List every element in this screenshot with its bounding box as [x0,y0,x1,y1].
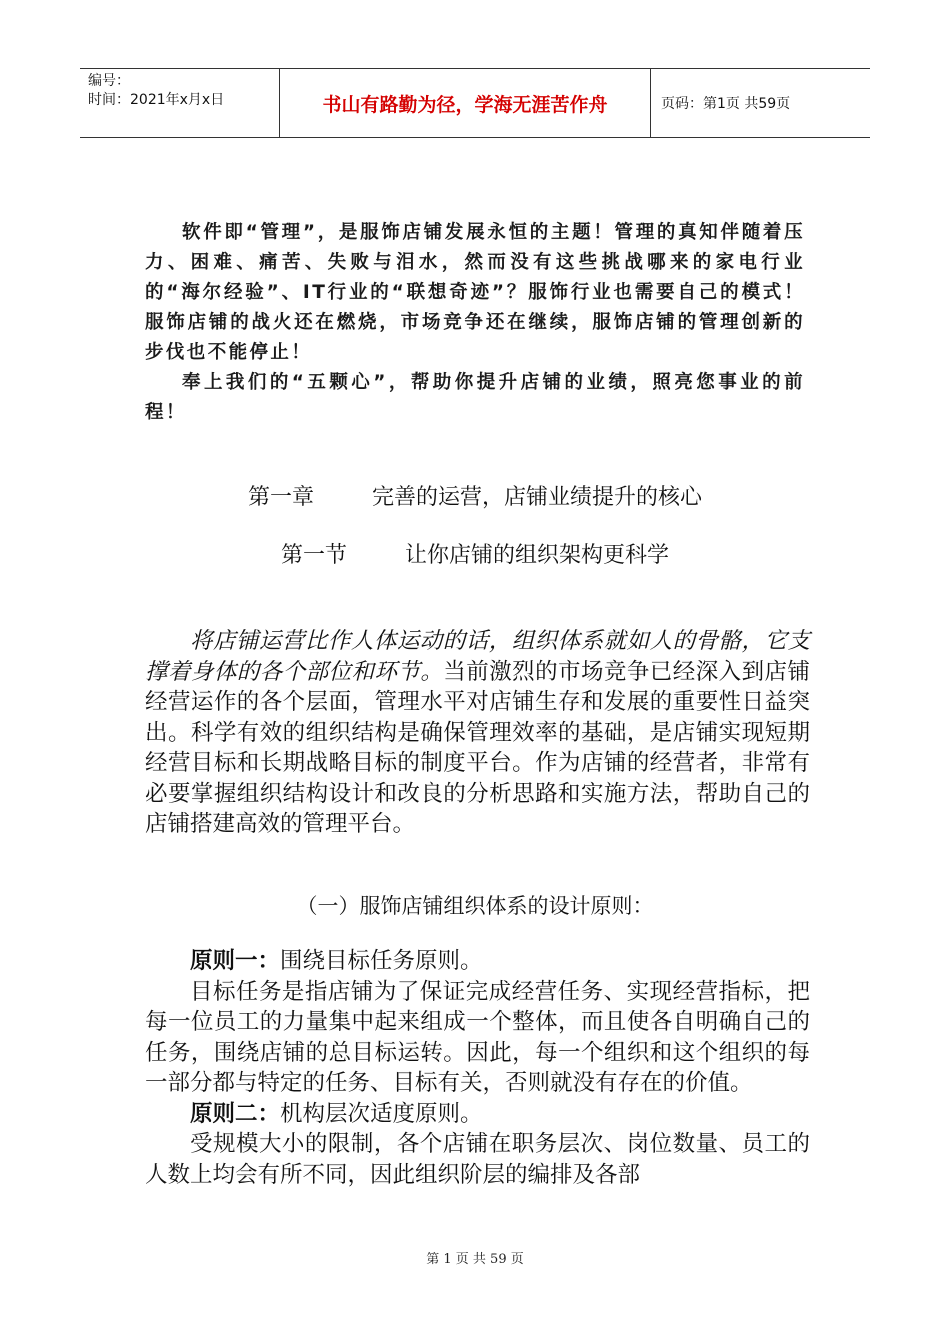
italic-lead: 将店铺运营比作人体运动的话，组织体系就如人的骨骼，它支撑着身体的各个部位和环节。 [145,628,810,685]
body-paragraph-1 [145,626,810,840]
header-page-info: 页码：第1页 共59页 [661,96,791,112]
principles-block [145,946,810,1190]
header-meta [80,69,279,137]
principle1-title: 围绕目标任务原则。 [280,948,483,974]
principle2-text: 受规模大小的限制，各个店铺在职务层次、岗位数量、员工的人数上均会有所不同，因此组织阶层的编排及各部 [145,1131,810,1188]
principle2-title: 机构层次适度原则。 [280,1100,483,1127]
chapter-heading [0,480,950,511]
principle1-label: 原则一： [190,948,281,974]
intro-text [145,218,805,428]
para1-rest: 当前激烈的市场竞争已经深入到店铺经营运作的各个层面，管理水平对店铺生存和发展的重要性日益突出。科学有效的组织结构是确保管理效率的基础，是店铺实现短期经营目标和长期战略目标的制度平台。作为店铺的经营者，非常有必要掌握组织结构设计和改良的分析思路和实施方法，帮助自己的店铺搭建高效的管理平台。 [145,658,810,837]
chapter-title: 完善的运营，店铺业绩提升的核心 [372,485,703,510]
section-title: 让你店铺的组织架构更科学 [405,543,670,568]
time-label: 时间：2021年x月x日 [88,92,225,108]
header-motto: 书山有路勤为径，学海无涯苦作舟 [279,69,651,137]
page-header [80,68,870,138]
design-principles-subheading: （一）服饰店铺组织体系的设计原则： [296,894,654,918]
principle2-label: 原则二： [190,1100,281,1127]
page-footer: 第 1 页 共 59 页 [426,1252,524,1267]
chapter-label: 第一章 [247,485,314,510]
principle1-text: 目标任务是指店铺为了保证完成经营任务、实现经营指标，把每一位员工的力量集中起来组成一个整体，而且使各自明确自己的任务，围绕店铺的总目标运转。因此，每一个组织和这个组织的每一部分都与特定的任务、目标有关，否则就没有存在的价值。 [145,978,810,1096]
number-label: 编号： [88,73,130,89]
section-label: 第一节 [280,543,347,568]
section-heading [0,538,950,569]
intro-paragraph-2: 奉上我们的“五颗心”，帮助你提升店铺的业绩，照亮您事业的前程！ [145,372,805,423]
intro-paragraph-1: 软件即“管理”，是服饰店铺发展永恒的主题！管理的真知伴随着压力、困难、痛苦、失败与泪水，然而没有这些挑战哪来的家电行业的“海尔经验”、IT行业的“联想奇迹”？服饰行业也需要自己的模式！服饰店铺的战火还在燃烧，市场竞争还在继续，服饰店铺的管理创新的步伐也不能停止！ [145,222,805,363]
